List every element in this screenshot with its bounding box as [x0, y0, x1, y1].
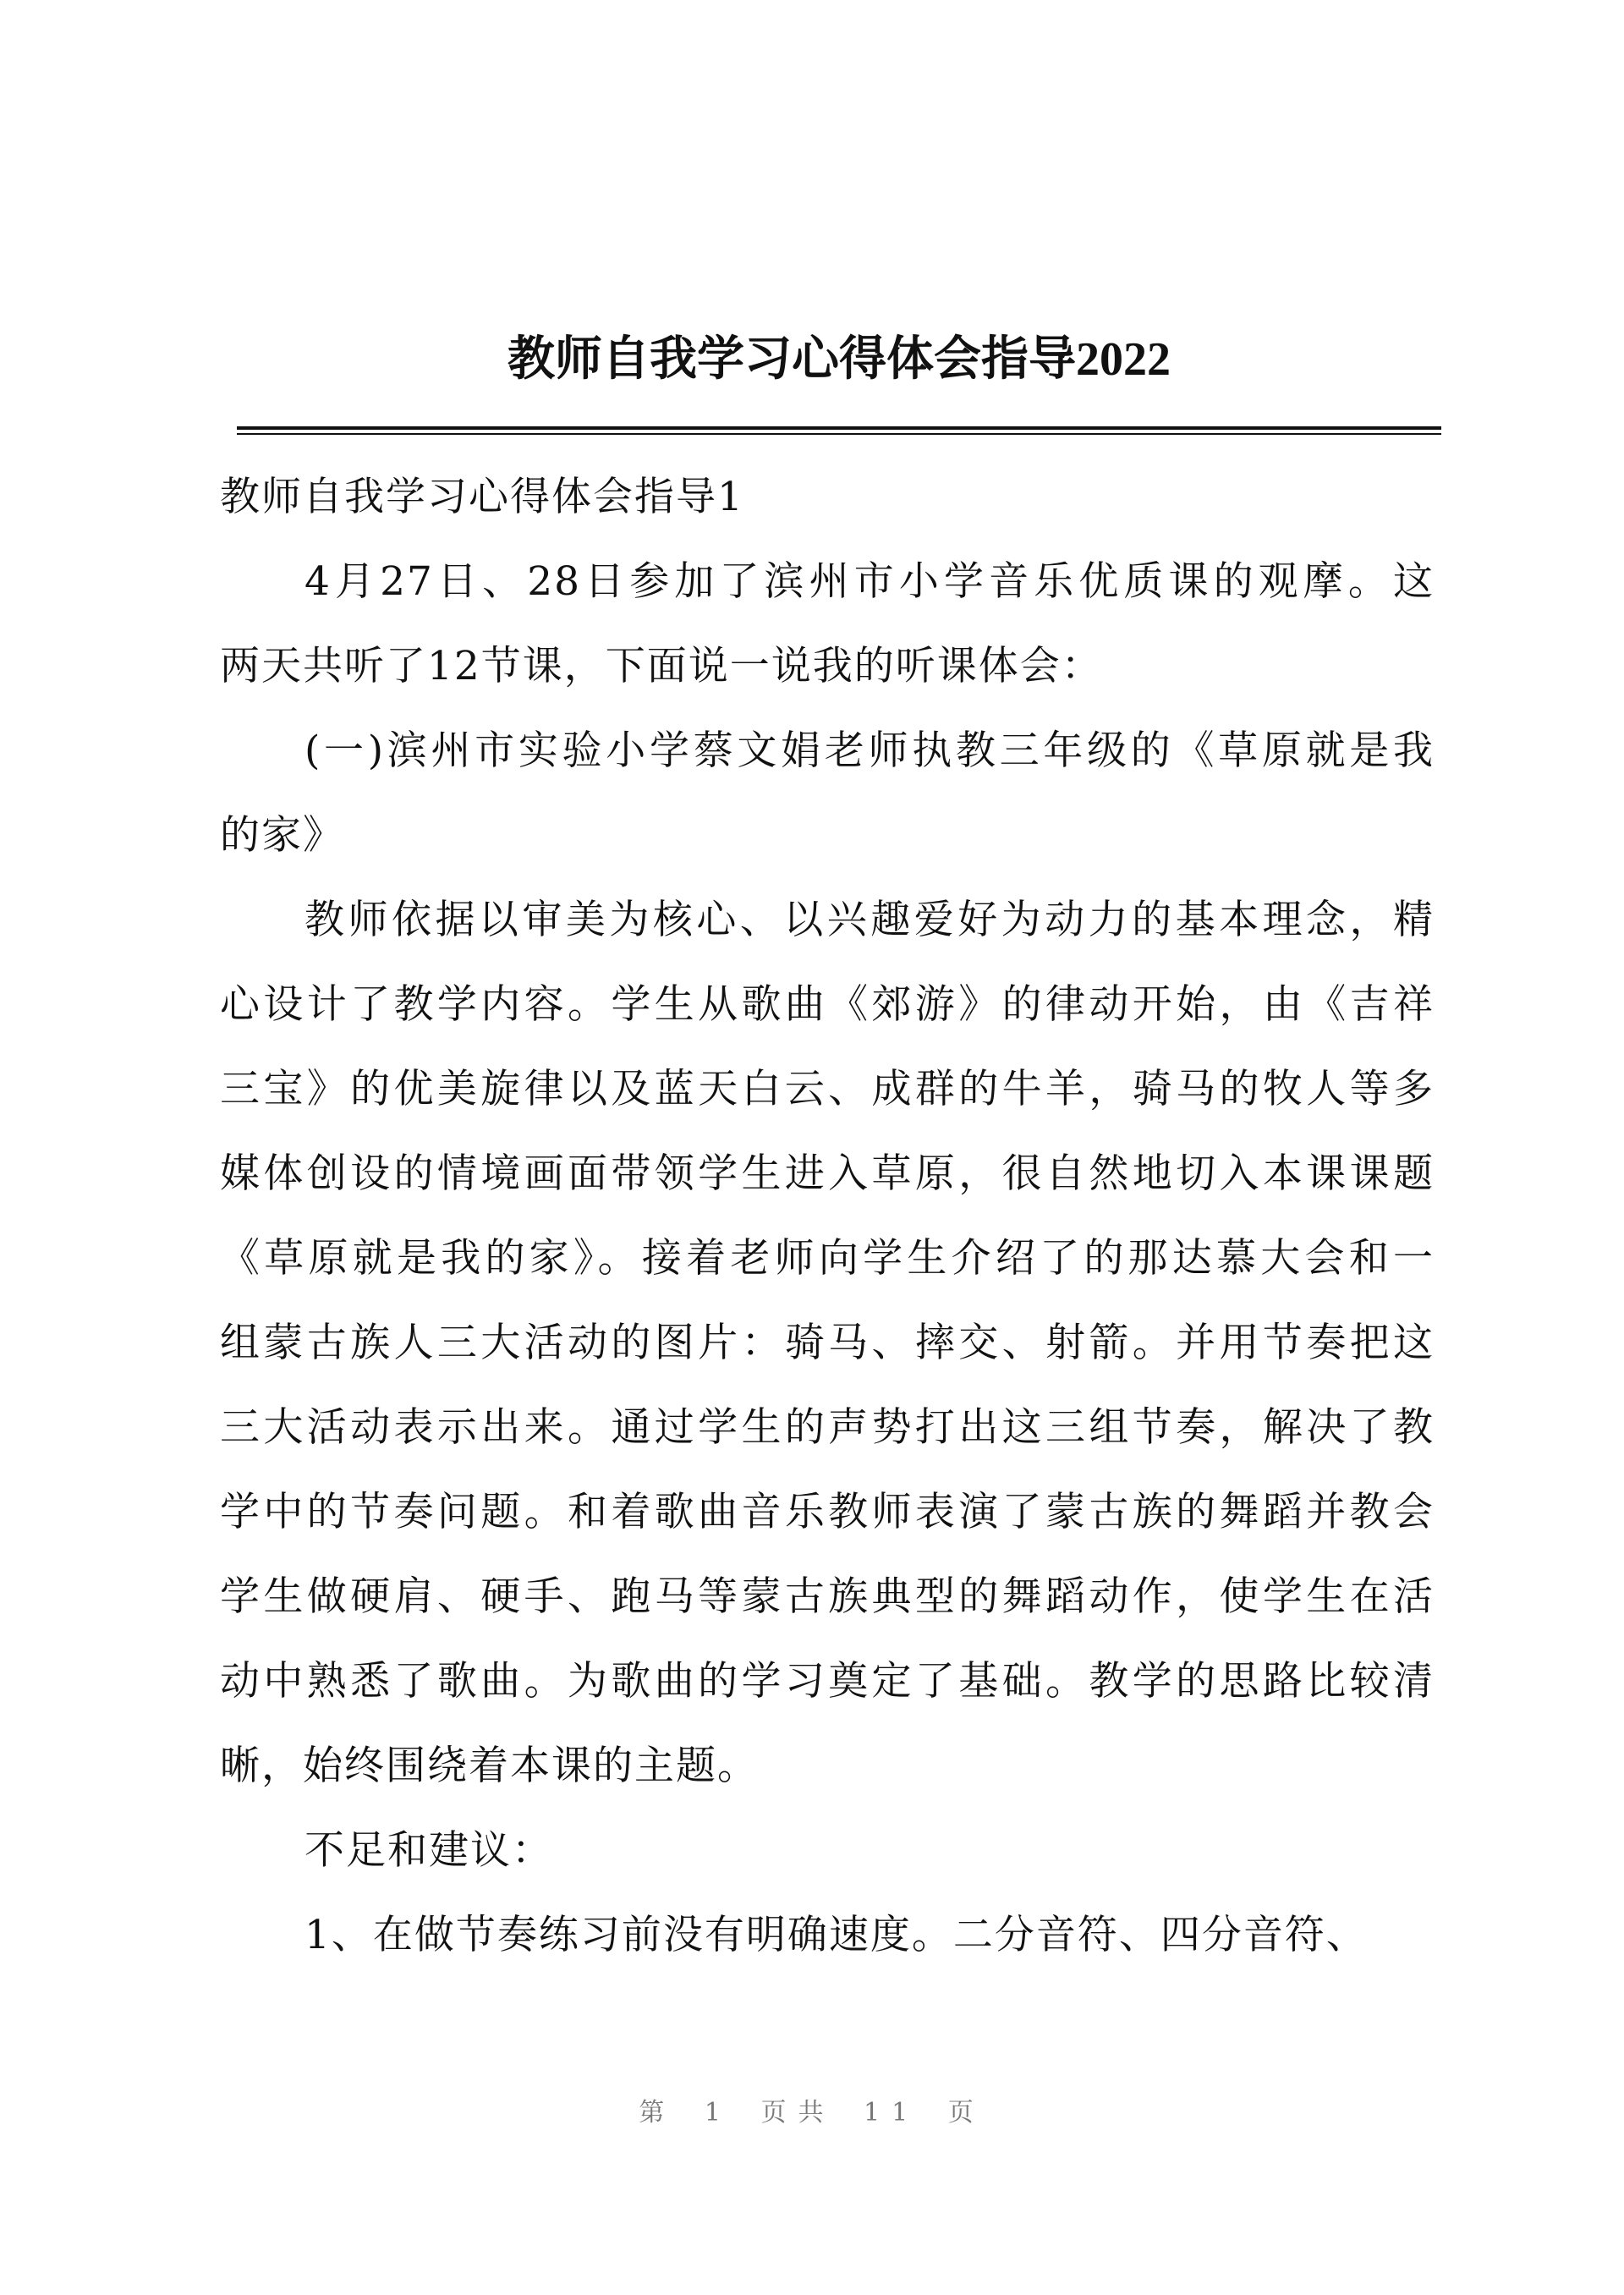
text-line: 动中熟悉了歌曲。为歌曲的学习奠定了基础。教学的思路比较清 [220, 1658, 1435, 1705]
text-line: 三宝》的优美旋律以及蓝天白云、成群的牛羊，骑马的牧人等多 [220, 1066, 1435, 1112]
text-line: 心设计了教学内容。学生从歌曲《郊游》的律动开始，由《吉祥 [220, 981, 1435, 1028]
text-line: 4月27日、28日参加了滨州市小学音乐优质课的观摩。这 [304, 558, 1435, 605]
text-line: 两天共听了12节课，下面说一说我的听课体会： [220, 643, 1103, 689]
text-line: 学中的节奏问题。和着歌曲音乐教师表演了蒙古族的舞蹈并教会 [220, 1489, 1435, 1535]
text-line: 教师依据以审美为核心、以兴趣爱好为动力的基本理念，精 [304, 897, 1435, 943]
text-line: 的家》 [220, 812, 344, 859]
text-line: 晰，始终围绕着本课的主题。 [220, 1743, 759, 1789]
text-line: 《草原就是我的家》。接着老师向学生介绍了的那达慕大会和一 [220, 1235, 1435, 1282]
text-line: 1、在做节奏练习前没有明确速度。二分音符、四分音符、 [304, 1912, 1368, 1958]
text-line: 组蒙古族人三大活动的图片：骑马、摔交、射箭。并用节奏把这 [220, 1320, 1435, 1366]
text-line: 三大活动表示出来。通过学生的声势打出这三组节奏，解决了教 [220, 1404, 1435, 1451]
title-divider [237, 426, 1441, 435]
document-title: 教师自我学习心得体会指导2022 [508, 333, 1171, 386]
page-number-footer: 第 1 页共 11 页 [639, 2098, 985, 2128]
text-line: (一)滨州市实验小学蔡文娟老师执教三年级的《草原就是我 [304, 727, 1435, 774]
text-line: 不足和建议： [304, 1827, 553, 1874]
section-heading: 教师自我学习心得体会指导1 [220, 474, 744, 520]
text-line: 学生做硬肩、硬手、跑马等蒙古族典型的舞蹈动作，使学生在活 [220, 1573, 1435, 1620]
text-line: 媒体创设的情境画面带领学生进入草原，很自然地切入本课课题 [220, 1150, 1435, 1197]
document-body [220, 455, 1435, 1978]
